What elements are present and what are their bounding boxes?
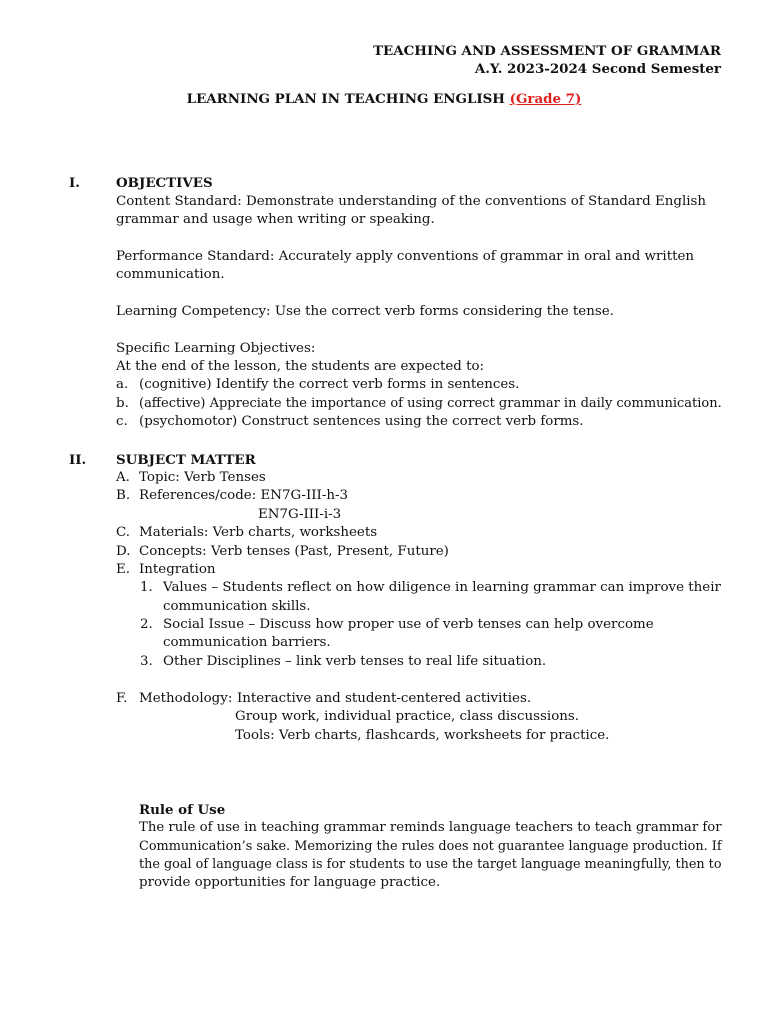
materials: Materials: Verb charts, worksheets	[139, 525, 378, 540]
course-header	[373, 42, 721, 79]
section-numeral-2: II.	[69, 452, 87, 468]
page-title	[0, 90, 768, 108]
performance-standard-line-1: Performance Standard: Accurately apply conventions of grammar in oral and written	[116, 249, 695, 264]
integration-heading: Integration	[139, 562, 216, 577]
methodology-label: Methodology:	[139, 691, 233, 706]
reference-code-2: EN7G-III-i-3	[258, 507, 342, 522]
methodology-line-3: Tools: Verb charts, flashcards, worksheets for practice.	[235, 728, 610, 743]
integration-marker-2: 2.	[140, 617, 153, 632]
integration-values-line-2: communication skills.	[163, 599, 311, 614]
section-numeral-1: I.	[69, 175, 80, 191]
title-text: LEARNING PLAN IN TEACHING ENGLISH	[186, 91, 505, 107]
integration-disciplines: Other Disciplines – link verb tenses to real life situation.	[163, 654, 547, 669]
specific-objectives-heading: Specific Learning Objectives:	[116, 341, 316, 356]
integration-social-line-2: communication barriers.	[163, 635, 331, 650]
content-standard-line-1: Content Standard: Demonstrate understanding of the conventions of Standard English	[116, 194, 707, 209]
rule-of-use-line-3: the goal of language class is for students to use the target language meaningfully, then to	[139, 857, 722, 872]
semester: A.Y. 2023-2024 Second Semester	[474, 61, 721, 78]
topic: Topic: Verb Tenses	[139, 470, 266, 485]
item-marker-d: D.	[116, 544, 131, 559]
item-marker-f: F.	[116, 691, 128, 706]
rule-of-use-heading: Rule of Use	[139, 802, 226, 818]
item-marker-b: B.	[116, 488, 131, 503]
integration-social-line-1: Social Issue – Discuss how proper use of verb tenses can help overcome	[163, 617, 654, 632]
learning-competency: Learning Competency: Use the correct verb forms considering the tense.	[116, 304, 614, 319]
item-marker-a: A.	[116, 470, 130, 485]
content-standard-line-2: grammar and usage when writing or speaking.	[116, 212, 435, 227]
objective-cognitive: (cognitive) Identify the correct verb forms in sentences.	[139, 377, 520, 392]
objective-marker-b: b.	[116, 396, 129, 411]
integration-values-line-1: Values – Students reflect on how diligence in learning grammar can improve their	[163, 580, 721, 595]
rule-of-use-line-2: Communication’s sake. Memorizing the rules does not guarantee language production. If	[139, 839, 722, 854]
objective-marker-c: c.	[116, 414, 128, 429]
item-marker-e: E.	[116, 562, 131, 577]
subject-matter-heading: SUBJECT MATTER	[116, 452, 256, 468]
objective-affective: (affective) Appreciate the importance of using correct grammar in daily communication.	[139, 396, 722, 411]
methodology-line-2: Group work, individual practice, class discussions.	[235, 709, 580, 724]
performance-standard-line-2: communication.	[116, 267, 225, 282]
objective-marker-a: a.	[116, 377, 129, 392]
methodology-line-1: Interactive and student-centered activities.	[237, 691, 532, 706]
integration-marker-3: 3.	[140, 654, 153, 669]
course-title: TEACHING AND ASSESSMENT OF GRAMMAR	[373, 43, 721, 59]
rule-of-use-line-4: provide opportunities for language practice.	[139, 875, 441, 890]
item-marker-c: C.	[116, 525, 131, 540]
grade-label: (Grade 7)	[509, 91, 582, 107]
specific-objectives-intro: At the end of the lesson, the students are expected to:	[116, 359, 485, 374]
references: References/code: EN7G-III-h-3	[139, 488, 349, 503]
integration-marker-1: 1.	[140, 580, 153, 595]
objectives-heading: OBJECTIVES	[116, 175, 213, 191]
rule-of-use-line-1: The rule of use in teaching grammar reminds language teachers to teach grammar for	[139, 820, 722, 835]
concepts: Concepts: Verb tenses (Past, Present, Future)	[139, 544, 449, 559]
objective-psychomotor: (psychomotor) Construct sentences using the correct verb forms.	[139, 414, 584, 429]
